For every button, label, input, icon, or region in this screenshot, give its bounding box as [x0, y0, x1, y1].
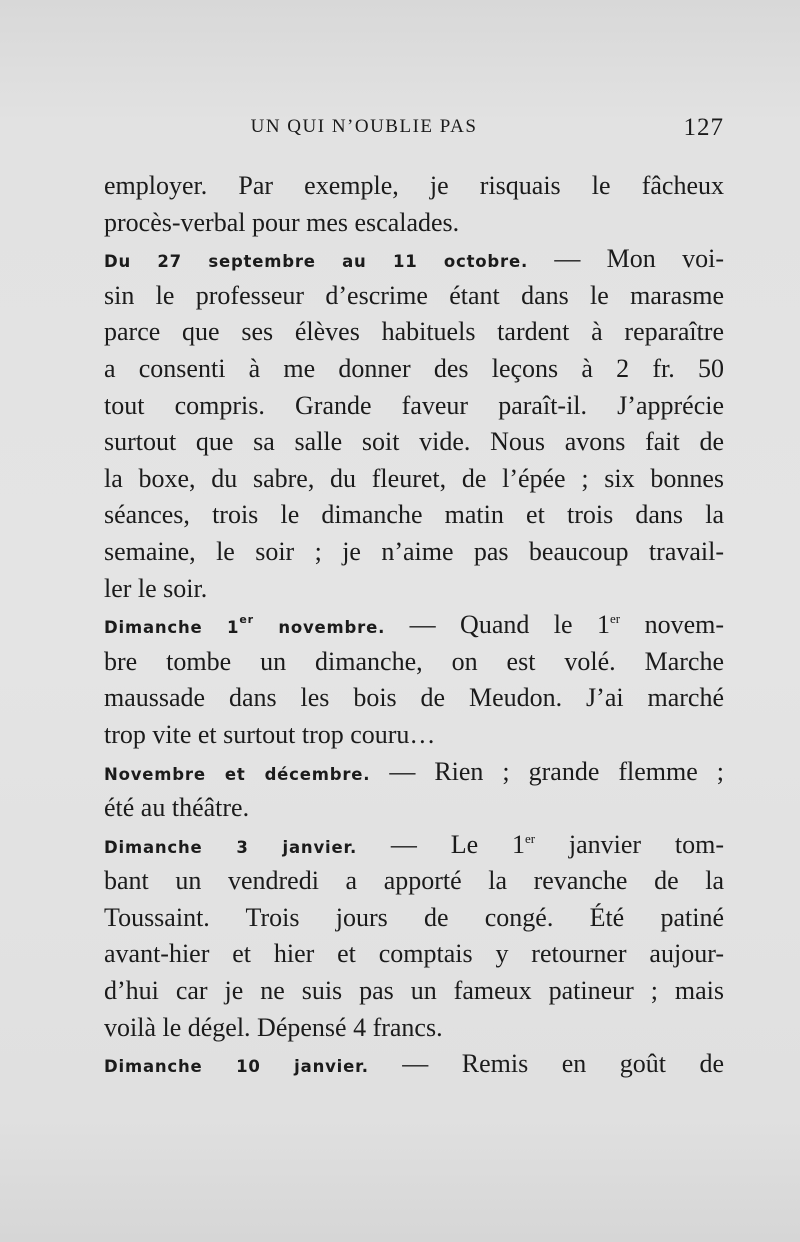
line-text: — Remis en goût de — [368, 1049, 724, 1079]
line-text: procès-verbal pour mes escalades. — [104, 207, 460, 237]
entry-date — [104, 765, 370, 784]
line-text: trop vite et surtout trop couru… — [104, 719, 436, 749]
entry-date — [104, 1057, 369, 1076]
line-text: — Quand le 1 — [385, 610, 611, 640]
text-line — [104, 314, 724, 351]
entry-date-text: Dimanche 3 janvier. — [104, 837, 358, 857]
text-line — [104, 644, 724, 681]
text-line — [104, 388, 724, 425]
line-text: tout compris. Grande faveur paraît-il. J’apprécie — [104, 390, 724, 420]
entry-date — [104, 613, 386, 638]
body-text — [104, 168, 724, 1083]
entry-date — [104, 252, 528, 271]
line-text: la boxe, du sabre, du fleuret, de l’épée ; six bonnes — [104, 463, 724, 493]
superscript: er — [239, 613, 254, 627]
text-line — [104, 534, 724, 571]
line-text: a consenti à me donner des leçons à 2 fr. 50 — [104, 353, 724, 383]
line-text: avant-hier et hier et comptais y retourner aujour- — [104, 939, 724, 969]
line-text: sin le professeur d’escrime étant dans le marasme — [104, 280, 724, 310]
text-line — [104, 754, 724, 791]
running-title: UN QUI N’OUBLIE PAS — [250, 116, 478, 137]
text-line — [104, 1010, 724, 1047]
line-text: janvier tom- — [535, 829, 725, 859]
entry-date-text: novembre. — [253, 618, 386, 638]
line-text: voilà le dégel. Dépensé 4 francs. — [104, 1012, 443, 1042]
entry-date-text: Du 27 septembre au 11 octobre. — [104, 252, 529, 272]
text-line — [104, 973, 724, 1010]
line-text: semaine, le soir ; je n’aime pas beaucoup travail- — [104, 536, 724, 566]
text-line — [104, 827, 724, 864]
text-line — [104, 900, 724, 937]
line-text: parce que ses élèves habituels tardent à reparaître — [104, 317, 724, 347]
line-text: été au théâtre. — [104, 793, 250, 823]
page-number: 127 — [683, 114, 724, 141]
text-line — [104, 497, 724, 534]
text-line — [104, 790, 724, 827]
text-line — [104, 863, 724, 900]
text-line — [104, 241, 724, 278]
text-line — [104, 717, 724, 754]
entry-date-text: Dimanche 10 janvier. — [104, 1057, 369, 1077]
text-line — [104, 278, 724, 315]
line-text: surtout que sa salle soit vide. Nous avons fait de — [104, 427, 724, 457]
running-head — [104, 114, 724, 144]
text-line — [104, 680, 724, 717]
superscript: er — [610, 611, 621, 627]
text-line — [104, 168, 724, 205]
text-line — [104, 461, 724, 498]
line-text: Toussaint. Trois jours de congé. Été patiné — [104, 902, 724, 932]
line-text: ler le soir. — [104, 573, 208, 603]
line-text: bant un vendredi a apporté la revanche de la — [104, 866, 724, 896]
text-line — [104, 607, 724, 644]
line-text: bre tombe un dimanche, on est volé. Marche — [104, 646, 724, 676]
superscript: er — [524, 830, 536, 846]
text-line — [104, 936, 724, 973]
text-line — [104, 424, 724, 461]
line-text: — Rien ; grande flemme ; — [370, 756, 724, 786]
line-text: d’hui car je ne suis pas un fameux patineur ; mais — [104, 976, 724, 1006]
line-text: — Mon voi- — [528, 244, 725, 274]
line-text: maussade dans les bois de Meudon. J’ai marché — [104, 683, 724, 713]
line-text: employer. Par exemple, je risquais le fâcheux — [104, 171, 724, 200]
text-line — [104, 205, 724, 242]
entry-date-text: Novembre et décembre. — [104, 764, 371, 784]
entry-date — [104, 838, 357, 857]
line-text: — Le 1 — [357, 829, 525, 859]
line-text: séances, trois le dimanche matin et trois dans la — [104, 500, 724, 530]
text-line — [104, 1046, 724, 1083]
text-line — [104, 571, 724, 608]
entry-date-text: Dimanche 1 — [104, 618, 240, 638]
line-text: novem- — [620, 610, 725, 640]
text-line — [104, 351, 724, 388]
